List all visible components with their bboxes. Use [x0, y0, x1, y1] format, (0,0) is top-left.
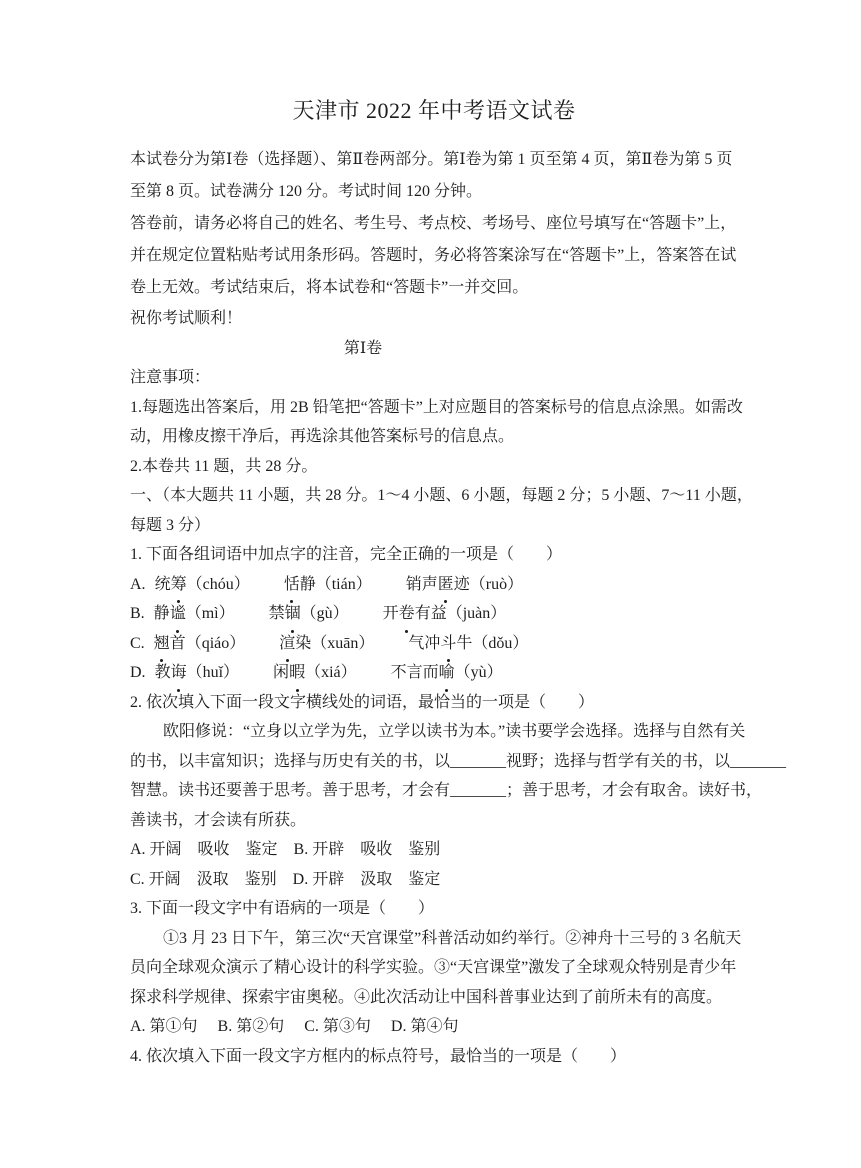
- question-1-option-b: [130, 599, 738, 629]
- dotted-char: 翘: [154, 629, 170, 659]
- exam-wish-line: 祝你考试顺利！: [130, 310, 243, 327]
- question-2: [130, 688, 787, 895]
- exam-title: 天津市 2022 年中考语文试卷: [292, 98, 576, 123]
- page-content: [130, 94, 787, 1071]
- word-part: 统: [154, 575, 171, 593]
- notice-heading: 注意事项：: [130, 369, 211, 386]
- pinyin-item: [269, 599, 349, 629]
- question-1-stem: 1. 下面各组词语中加点字的注音，完全正确的一项是（ ）: [130, 546, 563, 563]
- pinyin-item: [155, 570, 250, 600]
- question-3: [130, 894, 742, 1042]
- pinyin-item: [155, 658, 239, 688]
- word-part: 气冲: [408, 634, 441, 652]
- text-line: 答卷前，请务必将自己的姓名、考生号、考点校、考场号、座位号填写在“答题卡”上，: [130, 215, 737, 232]
- pinyin-item: [408, 629, 528, 659]
- pinyin-item: [279, 629, 374, 659]
- pinyin-item: [154, 599, 235, 629]
- question-1-option-d: [130, 658, 738, 688]
- part1-heading: 第Ⅰ卷: [343, 339, 383, 357]
- word-part: 牛（dǒu）: [456, 634, 529, 652]
- pinyin-item: [383, 599, 507, 629]
- pinyin-item: [406, 570, 523, 600]
- word-part: 首（qiáo）: [169, 634, 246, 652]
- question-3-options-row: A. 第①句 B. 第②句 C. 第③句 D. 第④句: [130, 1018, 459, 1035]
- dotted-char: 恬: [284, 570, 300, 600]
- answer-card-instructions: [130, 208, 738, 304]
- pinyin-item: [284, 570, 372, 600]
- question-4-stem: 4. 依次填入下面一段文字方框内的标点符号，最恰当的一项是（ ）: [130, 1047, 627, 1065]
- word-part: （huǐ）: [186, 664, 240, 681]
- word-part: 不言而: [390, 664, 439, 681]
- question-3-stem: 3. 下面一段文字中有语病的一项是（ ）: [130, 900, 435, 917]
- passage-line: ①3 月 23 日下午，第三次“天宫课堂”科普活动如约举行。②神舟十三号的 3 名航天: [163, 929, 742, 947]
- word-part: 销声: [405, 575, 438, 593]
- word-part: 染（xuān）: [295, 634, 375, 652]
- text-line: 每题 3 分）: [130, 516, 211, 534]
- question-4: [130, 1042, 738, 1072]
- dotted-char: 筹: [171, 570, 187, 600]
- word-part: 闲: [273, 664, 290, 681]
- word-part: （chóu）: [186, 575, 250, 593]
- text-line: 动，用橡皮擦干净后，再选涂其他答案标号的信息点。: [130, 428, 515, 445]
- word-part: 禁: [268, 605, 285, 622]
- notice-item-1: [130, 393, 743, 452]
- text-line: 一、（本大题共 11 小题，共 28 分。1～4 小题、6 小题，每题 2 分；5 小题、7～11 小题，: [130, 487, 753, 504]
- notice-item-2: 2.本卷共 11 题，共 28 分。: [130, 457, 318, 475]
- dotted-char: 谧: [170, 599, 186, 629]
- pinyin-item: [154, 629, 246, 659]
- question-1-option-a: [130, 570, 738, 600]
- word-part: 开: [382, 605, 399, 622]
- passage-line: 的书，以丰富知识；选择与历史有关的书，以_______视野；选择与哲学有关的书，以_______: [130, 752, 787, 770]
- word-part: 教: [154, 664, 171, 681]
- dotted-char: 喻: [439, 658, 455, 688]
- text-line: 并在规定位置粘贴考试用条形码。答题时，务必将答案涂写在“答题卡”上，答案答在试: [130, 247, 737, 264]
- passage-line: 员向全球观众演示了精心设计的科学实验。③“天宫课堂”激发了全球观众特别是青少年: [130, 959, 737, 976]
- passage-line: 智慧。读书还要善于思考。善于思考，才会有_______；善于思考，才会有取舍。读好书，: [130, 782, 763, 799]
- passage-line: 欧阳修说：“立身以立学为先，立学以读书为本。”读书要学会选择。选择与自然有关: [163, 723, 746, 740]
- dotted-char: 锢: [285, 599, 301, 629]
- text-line: 1.每题选出答案后，用 2B 铅笔把“答题卡”上对应题目的答案标号的信息点涂黑。如需改: [130, 398, 743, 416]
- question-2-options-row-2: C. 开阔 汲取 鉴别 D. 开辟 汲取 鉴定: [130, 870, 441, 888]
- option-label: A.: [130, 575, 146, 593]
- question-1-option-c: [130, 629, 738, 659]
- question-2-stem: 2. 依次填入下面一段文字横线处的词语，最恰当的一项是（ ）: [130, 693, 595, 711]
- word-part: （xiá）: [305, 664, 357, 681]
- word-part: 有益（juàn）: [414, 605, 507, 622]
- exam-scope-paragraph: [130, 144, 738, 208]
- word-part: （mì）: [185, 605, 235, 622]
- text-line: 本试卷分为第Ⅰ卷（选择题）、第Ⅱ卷两部分。第Ⅰ卷为第 1 页至第 4 页，第Ⅱ卷为第 5 页: [130, 151, 733, 168]
- section1-header: [130, 481, 753, 540]
- dotted-char: 卷: [399, 599, 415, 629]
- passage-line: 探求科学规律、探索宇宙奥秘。④此次活动让中国科普事业达到了前所未有的高度。: [130, 988, 723, 1006]
- dotted-char: 暇: [289, 658, 305, 688]
- question-1: [130, 540, 738, 688]
- option-label: C.: [130, 634, 145, 652]
- pinyin-item: [273, 658, 357, 688]
- question-2-options-row-1: A. 开阔 吸收 鉴定 B. 开辟 吸收 鉴别: [130, 841, 441, 858]
- passage-line: 善读书，才会读有所获。: [130, 811, 307, 829]
- word-part: 静: [153, 605, 170, 622]
- option-label: B.: [130, 605, 145, 622]
- text-line: 至第 8 页。试卷满分 120 分。考试时间 120 分钟。: [130, 183, 483, 200]
- word-part: （gù）: [300, 605, 349, 622]
- dotted-char: 渲: [279, 629, 295, 659]
- dotted-char: 匿: [438, 570, 454, 600]
- dotted-char: 诲: [171, 658, 187, 688]
- word-part: 迹（ruò）: [453, 575, 524, 593]
- text-line: 卷上无效。考试结束后，将本试卷和“答题卡”一并交回。: [130, 279, 529, 296]
- dotted-char: 斗: [440, 629, 456, 659]
- option-label: D.: [130, 664, 146, 681]
- word-part: 静（tián）: [299, 575, 372, 593]
- word-part: （yù）: [454, 664, 503, 681]
- pinyin-item: [391, 658, 503, 688]
